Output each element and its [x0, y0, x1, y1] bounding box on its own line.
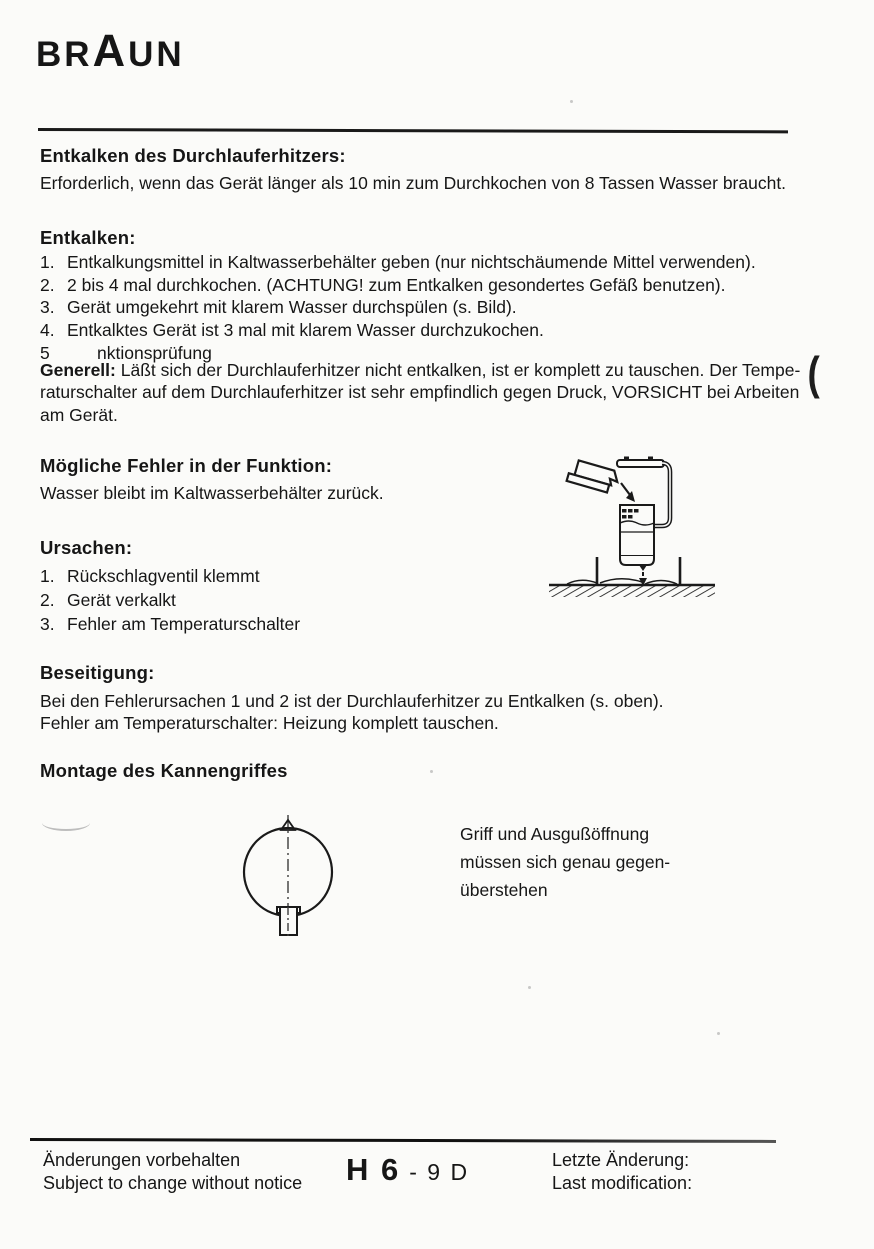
section-heading-descale: Entkalken des Durchlauferhitzers:	[40, 145, 346, 166]
document-code-main: H 6	[346, 1152, 401, 1187]
entkalken-steps-list	[40, 251, 820, 365]
machine-body	[620, 505, 654, 571]
footer-line-letzte: Letzte Änderung:	[552, 1150, 690, 1170]
top-divider-rule	[38, 128, 788, 133]
rinse-diagram	[545, 448, 745, 613]
list-item	[40, 296, 820, 319]
footer-right	[552, 1149, 692, 1195]
ursachen-list	[40, 564, 460, 636]
footer-divider-rule	[30, 1138, 776, 1143]
paragraph-text: Läßt sich der Durchlauferhitzer nicht entkalken, ist er komplett zu tauschen. Der Tempe-	[115, 360, 801, 380]
braun-logo	[36, 25, 185, 76]
pot-caption	[460, 820, 670, 904]
list-marker: 1.	[40, 566, 55, 586]
list-item	[40, 251, 820, 274]
paragraph-line: Fehler am Temperaturschalter: Heizung komplett tauschen.	[40, 713, 499, 734]
list-item	[40, 319, 820, 342]
list-item	[40, 588, 460, 612]
section-heading-montage: Montage des Kannengriffes	[40, 760, 288, 781]
list-text: Gerät verkalkt	[67, 590, 176, 610]
scan-speck	[430, 770, 433, 773]
caption-line: müssen sich genau gegen-	[460, 852, 671, 872]
section-heading-beseitigung: Beseitigung:	[40, 662, 155, 683]
section-heading-entkalken: Entkalken:	[40, 227, 136, 248]
list-text: nktionsprüfung	[97, 342, 212, 363]
list-item	[40, 612, 460, 636]
water-tube	[653, 463, 670, 526]
paragraph-line: am Gerät.	[40, 404, 118, 425]
list-marker: 2.	[40, 274, 55, 295]
ground-hatching	[549, 585, 715, 597]
logo-text-left: BR	[36, 35, 93, 74]
document-code	[346, 1152, 469, 1188]
list-marker: 5	[40, 342, 50, 363]
list-marker: 2.	[40, 590, 55, 610]
list-text: Entkalkungsmittel in Kaltwasserbehälter geben (nur nichtschäumende Mittel verwenden).	[67, 252, 756, 272]
pour-arrow	[621, 483, 635, 502]
footer-line-en: Subject to change without notice	[43, 1173, 303, 1193]
scan-speck	[528, 986, 531, 989]
logo-text-mid: A	[92, 25, 129, 76]
list-item	[40, 274, 820, 297]
paragraph-line: raturschalter auf dem Durchlauferhitzer ist sehr empfindlich gegen Druck, VORSICHT bei Arbeiten	[40, 382, 800, 403]
pouring-jug	[567, 459, 620, 495]
scan-artifact-arc	[42, 815, 90, 831]
footer-line-de: Änderungen vorbehalten	[43, 1150, 241, 1170]
scan-artifact-crescent: (	[807, 347, 820, 399]
generell-label: Generell:	[40, 360, 116, 380]
section-heading-fehler: Mögliche Fehler in der Funktion:	[40, 455, 333, 476]
footer-line-last: Last modification:	[552, 1173, 693, 1193]
list-marker: 4.	[40, 320, 55, 341]
scan-speck	[570, 100, 573, 103]
section-heading-ursachen: Ursachen:	[40, 537, 133, 558]
list-marker: 1.	[40, 252, 55, 272]
descale-intro-text: Erforderlich, wenn das Gerät länger als 10 min zum Durchkochen von 8 Tassen Wasser braucht.	[40, 173, 787, 193]
pot-alignment-diagram	[230, 803, 350, 943]
list-text: Fehler am Temperaturschalter	[67, 614, 301, 634]
list-text: 2 bis 4 mal durchkochen. (ACHTUNG! zum Entkalken gesondertes Gefäß benutzen).	[67, 274, 726, 295]
paragraph-line	[40, 359, 830, 381]
scan-speck	[717, 1032, 720, 1035]
list-marker: 3.	[40, 614, 55, 634]
beseitigung-paragraph	[40, 690, 760, 735]
list-text: Rückschlagventil klemmt	[67, 566, 260, 586]
list-text: Entkalktes Gerät ist 3 mal mit klarem Wasser durchzukochen.	[67, 320, 544, 341]
footer-left	[43, 1149, 302, 1195]
list-item	[40, 564, 460, 588]
mounting-bar	[617, 458, 664, 467]
caption-line: Griff und Ausgußöffnung	[460, 824, 650, 844]
generell-paragraph	[40, 359, 830, 426]
list-marker: 3.	[40, 297, 55, 318]
list-text: Gerät umgekehrt mit klarem Wasser durchspülen (s. Bild).	[67, 297, 517, 318]
fehler-text: Wasser bleibt im Kaltwasserbehälter zurück.	[40, 483, 384, 503]
document-code-suffix: - 9 D	[409, 1159, 470, 1185]
paragraph-line: Bei den Fehlerursachen 1 und 2 ist der Durchlauferhitzer zu Entkalken (s. oben).	[40, 691, 664, 711]
logo-text-right: UN	[128, 35, 185, 74]
caption-line: überstehen	[460, 880, 548, 900]
